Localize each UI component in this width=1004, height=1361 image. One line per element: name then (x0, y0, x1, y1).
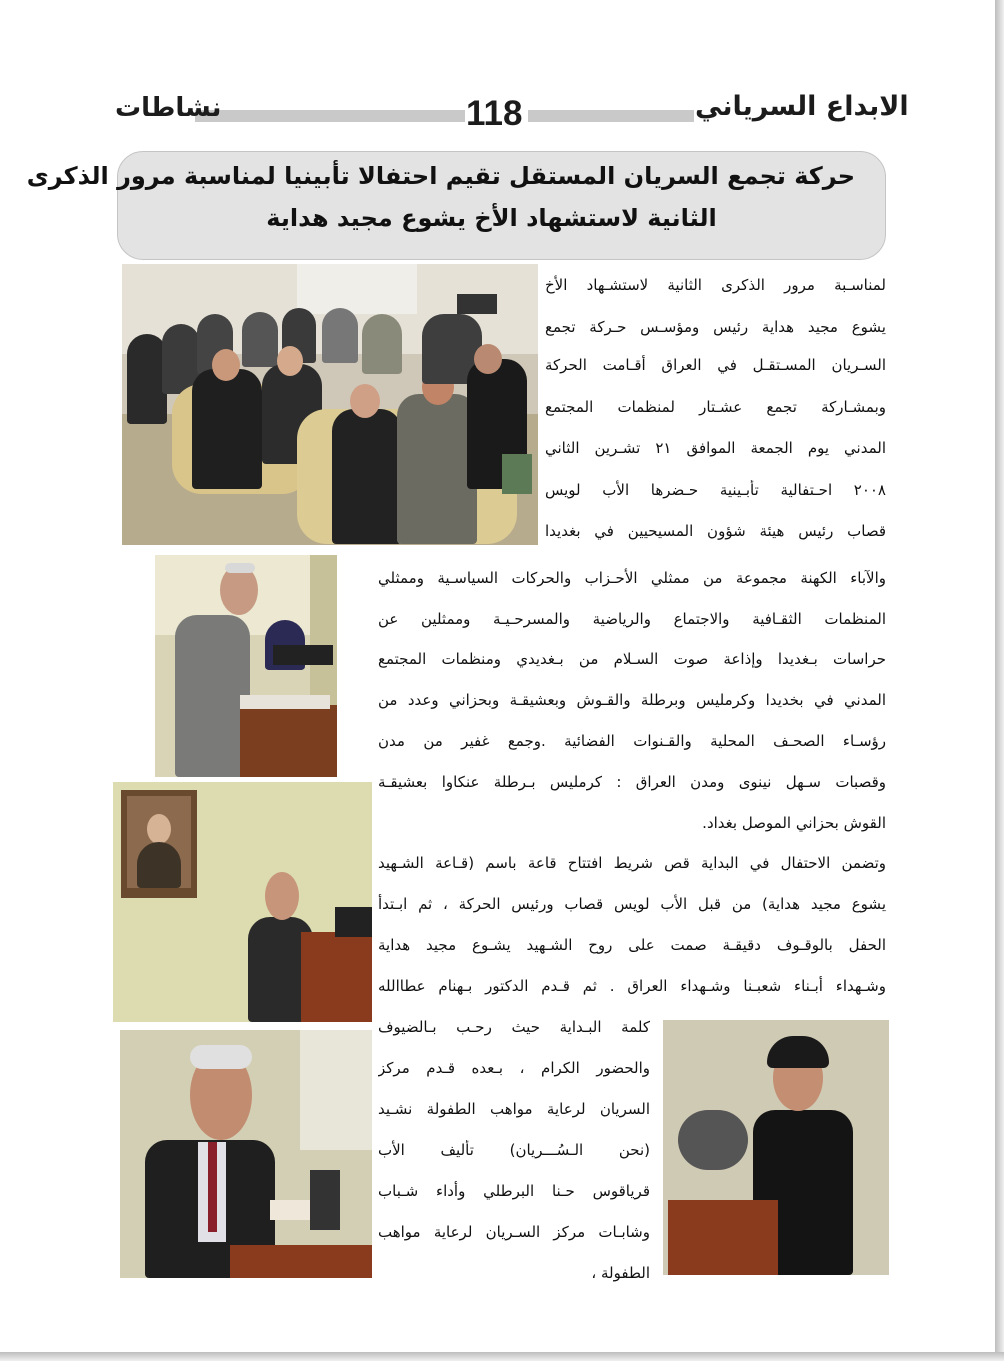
text-line: لمناسـبة مرور الذكرى الثانية لاستشـهاد الأخ (545, 276, 886, 294)
text-line: رؤسـاء الصحـف المحلية والقـنوات الفضائية .وجمع غفير من مدن (378, 732, 886, 750)
text-line: كلمة البـداية حيث رحـب بـالضيوف (378, 1018, 650, 1036)
text-line: المنظمات الثقـافية والاجتماع والرياضية والمسرحـيـة وممثلين عن (378, 610, 886, 628)
photo-speaker-2 (113, 782, 372, 1022)
page-shadow-right (995, 0, 1004, 1361)
article-title-box (26, 151, 886, 260)
page-number: 118 (466, 94, 523, 133)
text-line: وقصبات سـهل نينوى ومدن العراق : كرمليس بـرطلة عنكاوا بعشيقـة (378, 773, 886, 791)
text-line: حراسات بـغديدا وإذاعة صوت السـلام من بـغديدي ومنظمات المجتمع (378, 650, 886, 668)
text-line: (نحن الـسُـــريان) تأليف الأب (378, 1141, 650, 1159)
text-line: قصاب رئيس هيئة شؤون المسيحيين في بغديدا (545, 522, 886, 540)
text-line: وشـهداء أبـناء شعبـنا وشـهداء العراق . ثم قـدم الدكتور بـهنام عطاالله (378, 977, 886, 995)
text-line: المدني في بخديدا وكرمليس وبرطلة والقـوش وبعشيقـة وبحزاني وعدد من (378, 691, 886, 709)
text-line: وتضمن الاحتفال في البداية قص شريط افتتاح قاعة باسم (قـاعة الشـهيد (378, 854, 886, 872)
magazine-name: الابداع السرياني (695, 91, 909, 122)
header-rule-left (195, 110, 465, 122)
text-line: والحضور الكرام ، بـعده قـدم مركز (378, 1059, 650, 1077)
text-line: وشابـات مركز السـريان لرعاية مواهب (378, 1223, 650, 1241)
header-rule-right (528, 110, 694, 122)
text-line: وبمشـاركة تجمع عشـتار لمنظمات المجتمع (545, 398, 886, 416)
text-line: يشوع مجيد هداية) من قبل الأب لويس قصاب ورئيس الحركة ، ثم ابـتدأ (378, 895, 886, 913)
text-line: القوش بحزاني الموصل بغداد. (702, 814, 886, 832)
text-line: والآباء الكهنة مجموعة من ممثلي الأحـزاب والحركات السياسـية وممثلي (378, 569, 886, 587)
text-line: ٢٠٠٨ احـتفالية تأبـينية حـضرها الأب لويس (545, 481, 886, 499)
text-line: يشوع مجيد هداية رئيس ومؤسـس حـركة تجمع (545, 318, 886, 336)
photo-speaker-1 (155, 555, 337, 777)
photo-audience (122, 264, 538, 545)
article-title-line-2: الثانية لاستشهاد الأخ يشوع مجيد هداية (266, 204, 717, 232)
page-shadow-bottom (0, 1352, 1004, 1361)
text-line: الطفولة ، (591, 1264, 650, 1282)
photo-speaker-4 (663, 1020, 889, 1275)
section-label: نشاطات (115, 93, 222, 123)
text-line: السريان لرعاية مواهب الطفولة نشـيد (378, 1100, 650, 1118)
photo-speaker-3 (120, 1030, 372, 1278)
text-line: السـريان المسـتقـل في العراق أقـامت الحركة (545, 356, 886, 374)
text-line: المدني يوم الجمعة الموافق ٢١ تشـرين الثاني (545, 439, 886, 457)
article-title-line-1: حركة تجمع السريان المستقل تقيم احتفالا تأبينيا لمناسبة مرور الذكرى (26, 162, 855, 190)
text-line: الحفل بالوقـوف دقيقـة صمت على روح الشـهيد يشـوع مجيد هداية (378, 936, 886, 954)
text-line: قرياقوس حـنا البرطلي وأداء شـباب (378, 1182, 650, 1200)
